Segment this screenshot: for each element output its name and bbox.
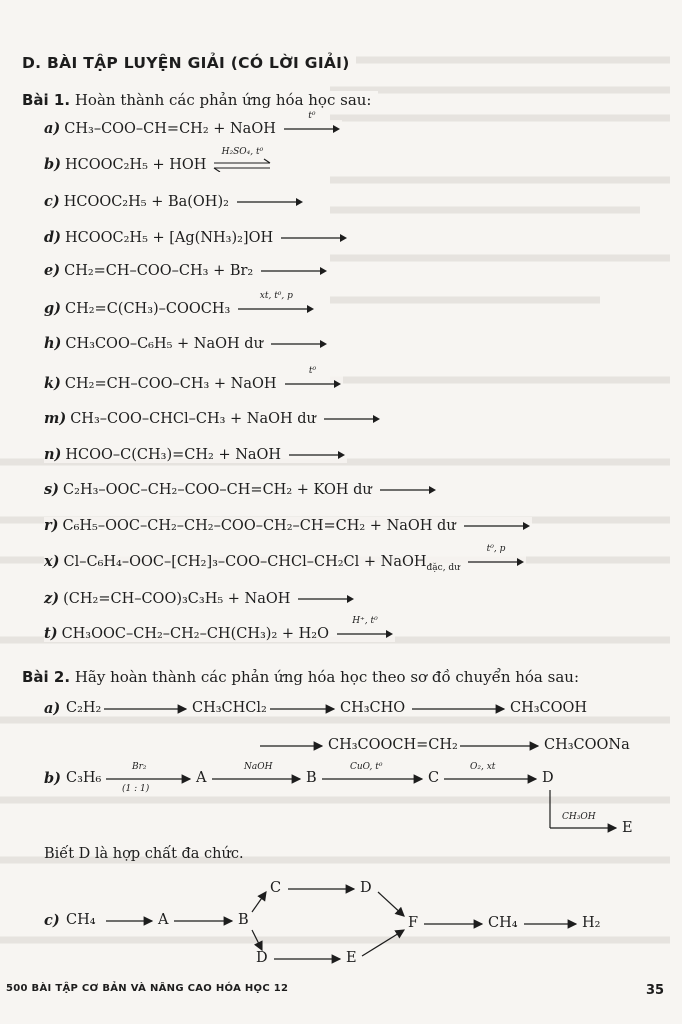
arrow-icon [282, 122, 342, 136]
scheme-b-cond-o2: O₂, xt [470, 762, 496, 772]
reaction-arrow [287, 448, 347, 462]
reaction-arrow [296, 592, 356, 606]
scheme-b-cond-ratio: (1 : 1) [122, 784, 150, 794]
arrow-icon [335, 627, 395, 641]
reaction-condition: t⁰ [308, 111, 316, 121]
scheme-c-ch4-2: CH₄ [488, 915, 518, 931]
reaction-line [44, 262, 329, 279]
arrow-icon [283, 377, 343, 391]
exercise-1-heading [22, 91, 378, 109]
scheme-c-label: c) [44, 912, 60, 929]
reaction-line [44, 544, 526, 573]
reaction-condition: xt, t⁰, p [259, 291, 293, 301]
reaction-line [44, 446, 347, 463]
scheme-b-a: A [196, 770, 207, 786]
reaction-condition: H⁺, t⁰ [352, 616, 378, 626]
scheme-a-label: a) [44, 700, 61, 717]
reaction-line [44, 193, 305, 210]
footer-book-title: 500 BÀI TẬP CƠ BẢN VÀ NÂNG CAO HÓA HỌC 12 [6, 983, 289, 994]
reaction-line [44, 111, 342, 137]
reaction-line [44, 517, 532, 534]
arrow-icon [269, 337, 329, 351]
reaction-label: r) [44, 517, 59, 534]
reaction-label: a) [44, 120, 61, 137]
scheme-b-e: E [622, 820, 633, 836]
reaction-arrow [282, 111, 342, 136]
reaction-equation: C₂H₃–OOC–CH₂–COO–CH=CH₂ + KOH dư [63, 482, 372, 498]
scheme-b-cond-naoh: NaOH [244, 762, 273, 772]
arrow-icon [287, 448, 347, 462]
reaction-label: x) [44, 553, 60, 570]
reaction-equation: HCOOC₂H₅ + HOH [65, 157, 207, 173]
reaction-arrow [259, 264, 329, 278]
arrow-icon [235, 195, 305, 209]
scheme-b-c3h6: C₃H₆ [66, 770, 102, 786]
exercise-2-number: Bài 2. [22, 668, 71, 686]
arrow-icon [466, 555, 526, 569]
exercise-1-text: Hoàn thành các phản ứng hóa học sau: [70, 91, 372, 109]
scheme-b-note: Biết D là hợp chất đa chức. [44, 846, 244, 862]
reaction-label: s) [44, 481, 60, 498]
reaction-arrow [466, 544, 526, 569]
reaction-line [44, 590, 356, 607]
reaction-equation: CH₃COO–C₆H₅ + NaOH dư [65, 336, 263, 352]
scheme-c-ch4: CH₄ [66, 912, 96, 928]
reaction-arrow [283, 366, 343, 391]
reaction-equation: CH₂=CH–COO–CH₃ + NaOH [64, 376, 277, 392]
reaction-arrow [236, 291, 316, 316]
arrow-icon [279, 231, 349, 245]
reaction-arrow [335, 616, 395, 641]
arrow-icon [212, 158, 272, 172]
scheme-b-cond-cuo: CuO, t⁰ [350, 762, 383, 772]
reaction-label: h) [44, 335, 62, 352]
reaction-equation: C₆H₅–OOC–CH₂–CH₂–COO–CH₂–CH=CH₂ + NaOH dư [62, 518, 456, 534]
scheme-c-f: F [408, 915, 419, 931]
arrow-icon [236, 302, 316, 316]
reaction-equation: CH₂=C(CH₃)–COOCH₃ [65, 301, 231, 317]
reaction-line [44, 291, 316, 317]
reaction-line [44, 616, 395, 642]
arrow-c-7 [378, 892, 404, 916]
scheme-b-cond-br2: Br₂ [132, 762, 147, 772]
page-number: 35 [646, 983, 665, 998]
reaction-line [44, 410, 382, 427]
reaction-line [44, 229, 349, 246]
reaction-equation: CH₃–COO–CHCl–CH₃ + NaOH dư [70, 411, 316, 427]
reaction-condition: t⁰ [308, 366, 317, 376]
arrow-icon [259, 264, 329, 278]
reaction-equation: HCOOC₂H₅ + [Ag(NH₃)₂]OH [65, 230, 274, 246]
arrow-c-8 [362, 930, 404, 956]
arrow-c-3 [252, 892, 266, 912]
reaction-condition: H₂SO₄, t⁰ [221, 147, 264, 157]
reaction-line [44, 481, 438, 498]
arrow-icon [462, 519, 532, 533]
arrow-icon [296, 592, 356, 606]
reaction-label: c) [44, 193, 60, 210]
reaction-label: d) [44, 229, 61, 246]
scheme-a-ch3coona: CH₃COONa [544, 737, 630, 753]
reaction-subscript: đặc, dư [426, 562, 460, 573]
reaction-label: k) [44, 375, 61, 392]
scheme-b-b: B [306, 770, 317, 786]
exercise-2-text: Hãy hoàn thành các phản ứng hóa học theo sơ đồ chuyển hóa sau: [70, 668, 580, 686]
scheme-a-ch3cho: CH₃CHO [340, 700, 406, 716]
reaction-equation: HCOOC₂H₅ + Ba(OH)₂ [63, 194, 229, 210]
reaction-arrow [322, 412, 382, 426]
reaction-label: z) [44, 590, 60, 607]
reaction-label: m) [44, 410, 67, 427]
reaction-equation: CH₃–COO–CH=CH₂ + NaOH [64, 121, 276, 137]
reaction-label: n) [44, 446, 62, 463]
arrow-icon [378, 483, 438, 497]
reaction-arrow [212, 147, 272, 172]
reaction-arrow [235, 195, 305, 209]
reaction-equation: HCOO–C(CH₃)=CH₂ + NaOH [65, 447, 282, 463]
reaction-arrow [279, 231, 349, 245]
scheme-b-d: D [542, 770, 554, 786]
reaction-equation: (CH₂=CH–COO)₃C₃H₅ + NaOH [63, 591, 291, 607]
scheme-b-c: C [428, 770, 440, 786]
scheme-b-cond-ch3oh: CH₃OH [562, 812, 596, 822]
scheme-b-label: b) [44, 770, 61, 787]
scheme-a-ch3chcl2: CH₃CHCl₂ [192, 700, 267, 716]
exercise-1-number: Bài 1. [22, 91, 71, 109]
scheme-c-d-lower: D [256, 950, 268, 966]
reaction-equation: CH₃OOC–CH₂–CH₂–CH(CH₃)₂ + H₂O [61, 626, 329, 642]
scheme-a-vinyl-acetate: CH₃COOCH=CH₂ [328, 737, 458, 753]
reaction-line [44, 366, 343, 392]
reaction-equation: CH₂=CH–COO–CH₃ + Br₂ [64, 263, 254, 279]
scheme-c-d-upper: D [360, 880, 372, 896]
reaction-arrow [462, 519, 532, 533]
reaction-label: e) [44, 262, 61, 279]
scheme-a-c2h2: C₂H₂ [66, 700, 102, 716]
reaction-equation: Cl–C₆H₄–OOC–[CH₂]₃–COO–CHCl–CH₂Cl + NaOH [63, 554, 427, 570]
reaction-arrow [378, 483, 438, 497]
scheme-c-h2: H₂ [582, 915, 601, 931]
scheme-c-b: B [238, 912, 249, 928]
reaction-label: t) [44, 625, 58, 642]
scheme-c-c: C [270, 880, 282, 896]
reaction-line [44, 335, 329, 352]
reaction-label: g) [44, 300, 61, 317]
arrow-c-4 [252, 930, 262, 950]
exercise-2-heading [22, 668, 585, 686]
reaction-label: b) [44, 156, 61, 173]
scheme-c-a: A [158, 912, 169, 928]
scheme-a-ch3cooh: CH₃COOH [510, 700, 588, 716]
arrow-icon [322, 412, 382, 426]
section-title: D. BÀI TẬP LUYỆN GIẢI (CÓ LỜI GIẢI) [22, 54, 356, 72]
reaction-condition: t⁰, p [486, 544, 506, 554]
scheme-c-e: E [346, 950, 357, 966]
reaction-line [44, 147, 272, 173]
reaction-arrow [269, 337, 329, 351]
